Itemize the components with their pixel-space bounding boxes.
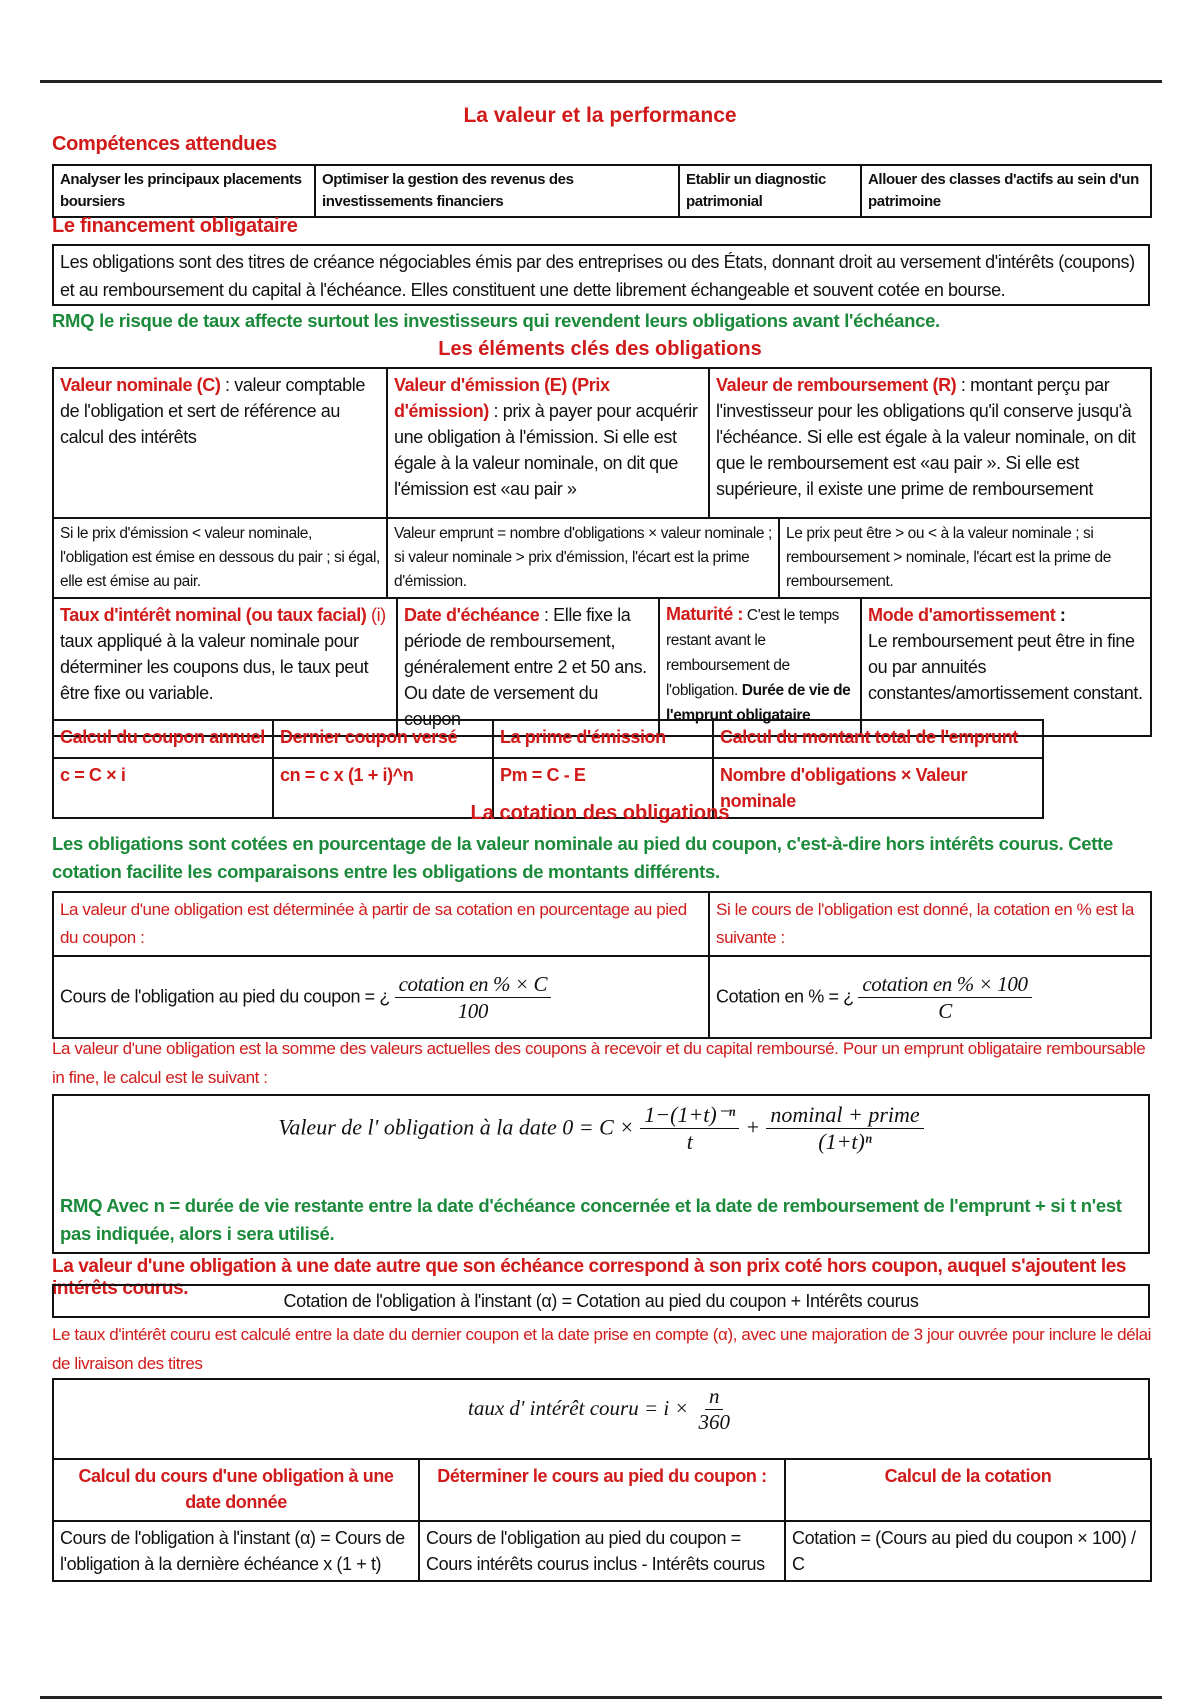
formula: Nombre d'obligations × Valeur nominale xyxy=(713,758,1043,818)
financement-heading: Le financement obligataire xyxy=(52,215,298,237)
numerator: n xyxy=(705,1384,724,1410)
maturite-cell xyxy=(659,598,861,736)
formule-alpha: Cotation de l'obligation à l'instant (α) = Cotation au pied du coupon + Intérêts courus xyxy=(52,1284,1150,1318)
bottom-cell: Cours de l'obligation au pied du coupon = Cours intérêts courus inclus - Intérêts courus xyxy=(419,1521,785,1581)
formula-label: Cotation en % = ¿ xyxy=(716,985,854,1006)
page-title: La valeur et la performance xyxy=(463,104,737,127)
formula-heading: La prime d'émission xyxy=(493,720,713,758)
definition: : Elle fixe la période de remboursement, généralement entre 2 et 50 ans. Ou date de versement du coupon xyxy=(404,605,647,729)
denominator: (1+t)ⁿ xyxy=(818,1129,872,1154)
fraction xyxy=(640,1102,739,1155)
formula-label: Valeur de l' obligation à la date 0 = C × xyxy=(278,1114,635,1140)
cours-formula-cell xyxy=(53,956,709,1038)
definition: Le remboursement peut être in fine ou par annuités constantes/amortissement constant. xyxy=(868,631,1143,703)
valeur-obligation-formula xyxy=(54,1102,1148,1155)
fraction xyxy=(694,1384,734,1435)
bottom-heading: Calcul du cours d'une obligation à une date donnée xyxy=(53,1459,419,1521)
taux-couru-text: Le taux d'intérêt couru est calculé entre la date du dernier coupon et la date prise en compte (α), avec une majoration de 3 jour ouvrée pour inclure le délai de livraison des titres xyxy=(52,1325,1152,1373)
numerator: nominal + prime xyxy=(766,1102,923,1129)
definition: taux appliqué à la valeur nominale pour déterminer les coupons dus, le taux peut être fixe ou variable. xyxy=(60,631,369,703)
financement-definition: Les obligations sont des titres de créance négociables émis par des entreprises ou des États, donnant droit au versement d'intérêts (coupons) et au remboursement du capital à l'échéance. Elles constituent une dette librement échangeable et souvent cotée en bourse. xyxy=(52,244,1150,306)
valeur-nominale-cell xyxy=(53,368,387,518)
cotation-note: Les obligations sont cotées en pourcentage de la valeur nominale au pied du coupon, c'est-à-dire hors intérêts courus. Cette cotation facilite les comparaisons entre les obligations de montants différents. xyxy=(52,833,1113,882)
formula: cn = c x (1 + i)^n xyxy=(273,758,493,818)
denominator: C xyxy=(938,998,952,1023)
top-rule xyxy=(40,80,1162,83)
bottom-cell: Cours de l'obligation à l'instant (α) = Cours de l'obligation à la dernière échéance x (1 + t) xyxy=(53,1521,419,1581)
term-symbol: (i) xyxy=(366,605,386,625)
competences-heading: Compétences attendues xyxy=(52,133,277,155)
denominator: 100 xyxy=(457,998,489,1023)
taux-couru-formula xyxy=(54,1384,1148,1435)
valeur-emprunt-note: Valeur emprunt = nombre d'obligations × valeur nominale ; si valeur nominale > prix d'émission, l'écart est la prime d'émission. xyxy=(387,518,779,598)
numerator: cotation en % × 100 xyxy=(858,971,1031,998)
bottom-heading: Déterminer le cours au pied du coupon : xyxy=(419,1459,785,1521)
valeur-emission-cell xyxy=(387,368,709,518)
formula: c = C × i xyxy=(53,758,273,818)
prix-emission-note: Si le prix d'émission < valeur nominale, l'obligation est émise en dessous du pair ; si égal, elle est émise au pair. xyxy=(53,518,387,598)
financement-note: RMQ le risque de taux affecte surtout les investisseurs qui revendent leurs obligations avant l'échéance. xyxy=(52,310,940,331)
definition: : montant perçu par l'investisseur pour les obligations qu'il conserve jusqu'à l'échéance. Si elle est égale à la valeur nominale, on dit que le remboursement est «au pair ». Si elle est supérieure, il existe une prime de remboursement xyxy=(716,375,1136,499)
mode-amortissement-cell xyxy=(861,598,1151,736)
numerator: cotation en % × C xyxy=(395,971,552,998)
bottom-table xyxy=(52,1458,1152,1582)
fraction xyxy=(858,971,1031,1024)
denominator: 360 xyxy=(698,1410,730,1434)
term-colon: : xyxy=(1055,605,1066,625)
fraction xyxy=(766,1102,923,1155)
denominator: t xyxy=(686,1129,693,1154)
formula-label: taux d' intérêt couru = i × xyxy=(468,1396,689,1421)
formula-heading: Dernier coupon versé xyxy=(273,720,493,758)
competences-table xyxy=(52,164,1152,218)
formula-label: Cours de l'obligation au pied du coupon = ¿ xyxy=(60,985,390,1006)
cotation-formula-cell xyxy=(709,956,1151,1038)
elements-heading: Les éléments clés des obligations xyxy=(438,338,762,360)
numerator: 1−(1+t)⁻ⁿ xyxy=(640,1102,739,1129)
term: Maturité : xyxy=(666,604,744,624)
competence-item: Analyser les principaux placements boursiers xyxy=(53,165,315,217)
formula: Pm = C - E xyxy=(493,758,713,818)
fraction xyxy=(395,971,552,1024)
taux-couru-box xyxy=(52,1378,1150,1460)
bottom-heading: Calcul de la cotation xyxy=(785,1459,1151,1521)
prime-remboursement-note: Le prix peut être > ou < à la valeur nominale ; si remboursement > nominale, l'écart est la prime de remboursement. xyxy=(779,518,1151,598)
competence-item: Optimiser la gestion des revenus des investissements financiers xyxy=(315,165,679,217)
taux-nominal-cell xyxy=(53,598,397,736)
bottom-rule xyxy=(40,1696,1162,1699)
term: Valeur nominale (C) xyxy=(60,375,221,395)
elements-table-row3 xyxy=(52,597,1152,737)
definition-bold: Durée de vie de l'emprunt obligataire xyxy=(666,682,851,724)
term: Valeur de remboursement (R) xyxy=(716,375,957,395)
cotation-table xyxy=(52,891,1152,1039)
term: Date d'échéance xyxy=(404,605,540,625)
term: Valeur d'émission (E) (Prix d'émission) xyxy=(394,375,610,421)
cotation-left-head: La valeur d'une obligation est déterminée à partir de sa cotation en pourcentage au pied du coupon : xyxy=(53,892,709,956)
definition: : valeur comptable de l'obligation et sert de référence au calcul des intérêts xyxy=(60,375,365,447)
definition: C'est le temps restant avant le remboursement de l'obligation. xyxy=(666,607,840,699)
elements-table-row1 xyxy=(52,367,1152,519)
valeur-obligation-text: La valeur d'une obligation est la somme des valeurs actuelles des coupons à recevoir et du capital remboursé. Pour un emprunt obligataire remboursable in fine, le calcul est le suivant : xyxy=(52,1039,1146,1087)
competence-item: Allouer des classes d'actifs au sein d'un patrimoine xyxy=(861,165,1151,217)
valeur-remboursement-cell xyxy=(709,368,1151,518)
formula-heading: Calcul du montant total de l'emprunt xyxy=(713,720,1043,758)
date-echeance-cell xyxy=(397,598,659,736)
term: Taux d'intérêt nominal (ou taux facial) xyxy=(60,605,367,625)
valeur-obligation-note: RMQ Avec n = durée de vie restante entre la date d'échéance concernée et la date de remboursement de l'emprunt + si t n'est pas indiquée, alors i sera utilisé. xyxy=(60,1195,1122,1244)
definition: : prix à payer pour acquérir une obligation à l'émission. Si elle est égale à la valeur nominale, on dit que l'émission est «au pair » xyxy=(394,401,698,499)
cotation-heading: La cotation des obligations xyxy=(470,802,730,824)
elements-table-row2 xyxy=(52,517,1152,599)
formula-heading: Calcul du coupon annuel xyxy=(53,720,273,758)
plus-sign: + xyxy=(745,1114,761,1140)
term: Mode d'amortissement xyxy=(868,605,1056,625)
competence-item: Etablir un diagnostic patrimonial xyxy=(679,165,861,217)
autre-date-text: La valeur d'une obligation à une date autre que son échéance correspond à son prix coté hors coupon, auquel s'ajoutent les intérêts courus. xyxy=(52,1256,1127,1299)
cotation-right-head: Si le cours de l'obligation est donné, la cotation en % est la suivante : xyxy=(709,892,1151,956)
bottom-cell: Cotation = (Cours au pied du coupon × 100) / C xyxy=(785,1521,1151,1581)
valeur-obligation-box xyxy=(52,1094,1150,1254)
